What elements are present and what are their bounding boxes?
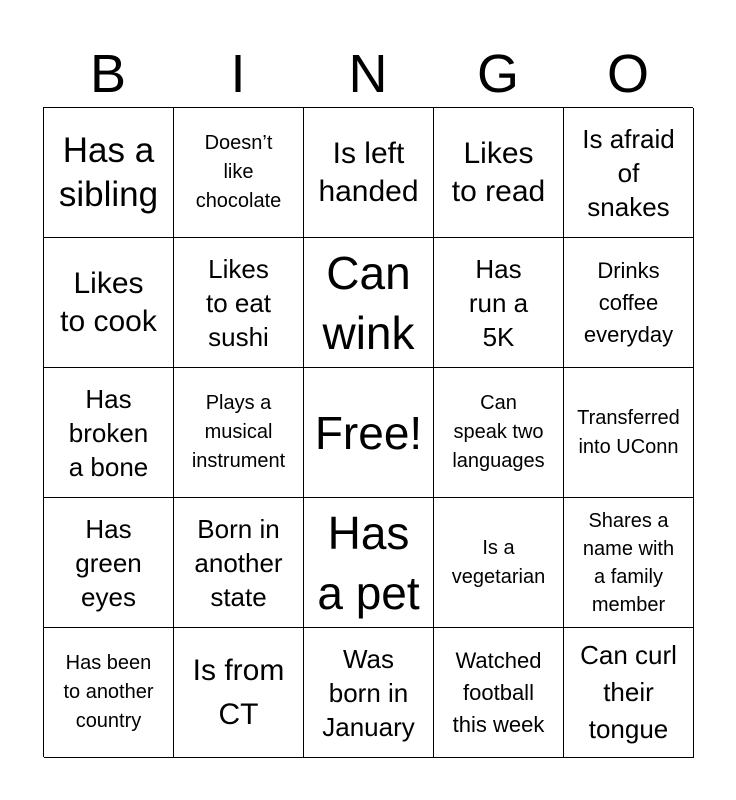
bingo-cell[interactable] (434, 368, 564, 498)
bingo-cell[interactable] (174, 498, 304, 628)
free-space-text: Free! (314, 406, 423, 459)
bingo-cell[interactable] (44, 628, 174, 758)
bingo-cell[interactable] (174, 628, 304, 758)
cell-text: Shares a name with a family member (582, 509, 675, 616)
bingo-cell[interactable] (434, 498, 564, 628)
cell-text: Has run a 5K (468, 253, 529, 352)
bingo-cell[interactable] (304, 108, 434, 238)
bingo-cell[interactable] (564, 238, 694, 368)
bingo-cell-free[interactable] (304, 368, 434, 498)
cell-text: Drinks coffee everyday (583, 257, 674, 347)
cell-text: Doesn’t like chocolate (195, 132, 282, 212)
bingo-cell[interactable] (564, 368, 694, 498)
cell-text: Can speak two languages (452, 392, 545, 472)
header-letter-i: I (230, 44, 246, 104)
cell-text: Likes to cook (60, 266, 157, 338)
bingo-cell[interactable] (434, 108, 564, 238)
bingo-cell[interactable] (44, 368, 174, 498)
cell-text: Transferred into UConn (577, 406, 680, 458)
cell-text: Has been to another country (63, 652, 154, 732)
bingo-cell[interactable] (44, 108, 174, 238)
header-letter-n: N (348, 44, 388, 104)
cell-text: Is a vegetarian (451, 536, 546, 588)
bingo-cell[interactable] (174, 238, 304, 368)
cell-text: Plays a musical instrument (191, 392, 286, 472)
cell-text: Was born in January (322, 643, 415, 742)
bingo-cell[interactable] (564, 628, 694, 758)
cell-text: Likes to read (451, 136, 546, 208)
cell-text: Born in another state (194, 513, 283, 612)
bingo-cell[interactable] (174, 108, 304, 238)
bingo-cell[interactable] (174, 368, 304, 498)
cell-text: Is afraid of snakes (582, 123, 675, 222)
bingo-cell[interactable] (434, 628, 564, 758)
bingo-cell[interactable] (564, 498, 694, 628)
bingo-cell[interactable] (44, 498, 174, 628)
cell-text: Has broken a bone (68, 383, 149, 482)
cell-text: Can wink (322, 246, 415, 359)
bingo-cell[interactable] (44, 238, 174, 368)
bingo-header (43, 44, 693, 104)
header-letter-o: O (606, 44, 649, 104)
cell-text: Watched football this week (452, 647, 545, 737)
cell-text: Is left handed (318, 136, 419, 208)
bingo-grid (43, 107, 693, 757)
header-letter-g: G (476, 44, 519, 104)
cell-text: Has green eyes (75, 513, 142, 612)
cell-text: Likes to eat sushi (205, 253, 272, 352)
bingo-cell[interactable] (564, 108, 694, 238)
bingo-cell[interactable] (304, 628, 434, 758)
cell-text: Has a sibling (58, 130, 159, 214)
bingo-cell[interactable] (304, 498, 434, 628)
cell-text: Has a pet (317, 506, 420, 619)
header-letter-b: B (89, 44, 127, 104)
bingo-cell[interactable] (434, 238, 564, 368)
bingo-cell[interactable] (304, 238, 434, 368)
cell-text: Is from CT (192, 653, 285, 731)
cell-text: Can curl their tongue (580, 640, 677, 744)
